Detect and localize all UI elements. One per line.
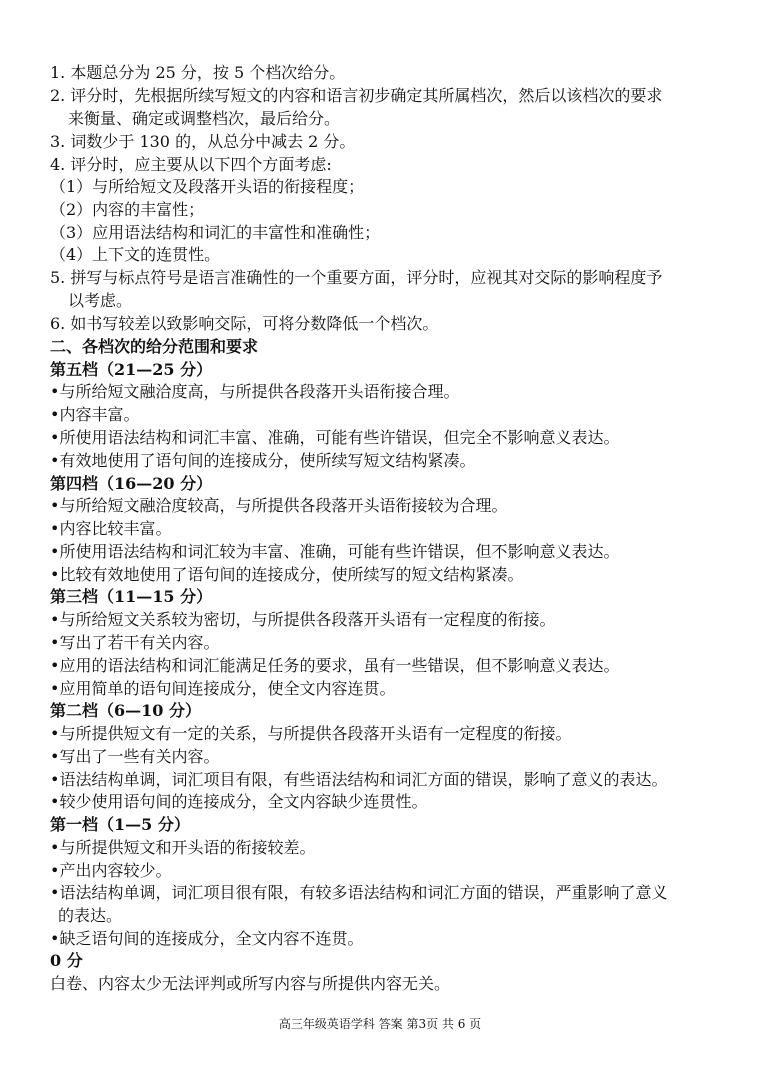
band-item: •与所给短文关系较为密切，与所提供各段落开头语有一定程度的衔接。 [50, 610, 556, 629]
band-item: •语法结构单调，词汇项目很有限，有较多语法结构和词汇方面的错误，严重影响了意义 [50, 883, 668, 902]
band-item: •内容比较丰富。 [50, 519, 172, 538]
band-item: •产出内容较少。 [50, 861, 172, 880]
rule-4: 4. 评分时，应主要从以下四个方面考虑: [50, 155, 332, 174]
band-item-continued: 的表达。 [58, 906, 123, 925]
band-item: •所使用语法结构和词汇丰富、准确，可能有些许错误，但完全不影响意义表达。 [50, 428, 620, 447]
rule-4-item-4: （4）上下文的连贯性。 [50, 245, 221, 264]
rule-1: 1. 本题总分为 25 分，按 5 个档次给分。 [50, 63, 346, 82]
rule-4-item-1: （1）与所给短文及段落开头语的衔接程度； [50, 177, 365, 196]
band-title: 第二档（6—10 分） [50, 701, 201, 720]
page-footer: 高三年级英语学科 答案 第3页 共 6 页 [278, 1017, 482, 1031]
band-title: 第四档（16—20 分） [50, 474, 213, 493]
band-item: •缺乏语句间的连接成分，全文内容不连贯。 [50, 929, 364, 948]
section-heading: 二、各档次的给分范围和要求 [50, 337, 259, 356]
zero-band-text: 白卷、内容太少无法评判或所写内容与所提供内容无关。 [50, 974, 451, 993]
band-item: •应用简单的语句间连接成分，使全文内容连贯。 [50, 679, 396, 698]
band-item: •与所给短文融洽度高，与所提供各段落开头语衔接合理。 [50, 382, 460, 401]
band-title: 第一档（1—5 分） [50, 815, 190, 834]
rule-5: 5. 拼写与标点符号是语言准确性的一个重要方面，评分时，应视其对交际的影响程度予 [50, 268, 663, 287]
rule-2: 2. 评分时，先根据所续写短文的内容和语言初步确定其所属档次，然后以该档次的要求 [50, 86, 663, 105]
rule-4-item-3: （3）应用语法结构和词汇的丰富性和准确性； [50, 223, 381, 242]
rule-5-continued: 以考虑。 [68, 291, 133, 310]
band-item: •所使用语法结构和词汇较为丰富、准确，可能有些许错误，但不影响意义表达。 [50, 542, 620, 561]
band-title: 第三档（11—15 分） [50, 587, 213, 606]
band-item: •写出了若干有关内容。 [50, 633, 220, 652]
band-item: •比较有效地使用了语句间的连接成分，使所续写的短文结构紧凑。 [50, 565, 524, 584]
band-item: •写出了一些有关内容。 [50, 747, 220, 766]
band-title: 第五档（21—25 分） [50, 360, 213, 379]
band-item: •内容丰富。 [50, 405, 140, 424]
rule-6: 6. 如书写较差以致影响交际，可将分数降低一个档次。 [50, 314, 439, 333]
band-item: •与所给短文融洽度较高，与所提供各段落开头语衔接较为合理。 [50, 496, 508, 515]
rule-3: 3. 词数少于 130 的，从总分中减去 2 分。 [50, 132, 356, 151]
band-item: •有效地使用了语句间的连接成分，使所续写短文结构紧凑。 [50, 451, 476, 470]
band-item: •语法结构单调，词汇项目有限，有些语法结构和词汇方面的错误，影响了意义的表达。 [50, 770, 668, 789]
rule-2-continued: 来衡量、确定或调整档次，最后给分。 [68, 109, 341, 128]
band-item: •与所提供短文和开头语的衔接较差。 [50, 838, 316, 857]
band-item: •应用的语法结构和词汇能满足任务的要求，虽有一些错误，但不影响意义表达。 [50, 656, 620, 675]
rule-4-item-2: （2）内容的丰富性； [50, 200, 205, 219]
zero-band-title: 0 分 [50, 951, 83, 970]
band-item: •较少使用语句间的连接成分，全文内容缺少连贯性。 [50, 792, 428, 811]
band-item: •与所提供短文有一定的关系，与所提供各段落开头语有一定程度的衔接。 [50, 724, 572, 743]
